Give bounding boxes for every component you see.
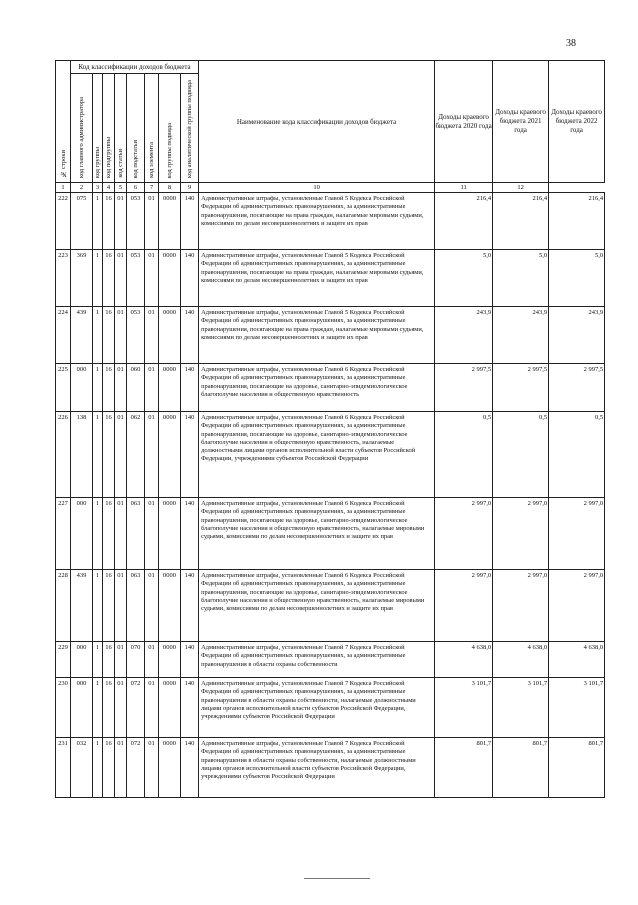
group-code-cell: 1 bbox=[93, 364, 103, 412]
group-code-cell: 1 bbox=[93, 307, 103, 364]
element-code-cell: 01 bbox=[145, 364, 159, 412]
row-number-cell: 231 bbox=[56, 738, 71, 798]
element-code-cell: 01 bbox=[145, 412, 159, 498]
article-code-cell: 01 bbox=[115, 498, 127, 570]
article-code-cell: 01 bbox=[115, 738, 127, 798]
group-code-cell: 1 bbox=[93, 738, 103, 798]
article-code-cell: 01 bbox=[115, 250, 127, 307]
element-code-cell: 01 bbox=[145, 738, 159, 798]
element-code-cell: 01 bbox=[145, 250, 159, 307]
analytic-code-cell: 140 bbox=[181, 738, 199, 798]
subarticle-code-cell: 070 bbox=[127, 642, 145, 678]
revenue-2021-cell: 4 638,0 bbox=[493, 642, 549, 678]
admin-code-cell: 032 bbox=[71, 738, 93, 798]
revenue-name-cell: Административные штрафы, установленные Главой 6 Кодекса Российской Федерации об административных правонарушениях, за административные правонарушения, посягающие на здоровье, санитарно-эпидемиологическое благополучие населения и общественную нравственность, налагаемые мировыми судьями, комиссиями по делам несовершеннолетних и защите их прав bbox=[199, 498, 435, 570]
subarticle-code-cell: 063 bbox=[127, 570, 145, 642]
subgroup-code-cell: 16 bbox=[103, 738, 115, 798]
group-code-cell: 1 bbox=[93, 250, 103, 307]
code-analytic-group-header: код аналитической группы подвида bbox=[181, 74, 199, 183]
row-number-cell: 226 bbox=[56, 412, 71, 498]
article-code-cell: 01 bbox=[115, 412, 127, 498]
revenue-2022-cell: 4 638,0 bbox=[549, 642, 605, 678]
analytic-code-cell: 140 bbox=[181, 412, 199, 498]
revenue-2021-cell: 5,0 bbox=[493, 250, 549, 307]
revenue-2020-header: Доходы краевого бюджета 2020 года bbox=[435, 61, 493, 183]
admin-code-cell: 075 bbox=[71, 193, 93, 250]
article-code-cell: 01 bbox=[115, 678, 127, 738]
revenue-2020-cell: 2 997,5 bbox=[435, 364, 493, 412]
code-admin-header: код главного администратора bbox=[71, 74, 93, 183]
table-row bbox=[56, 642, 605, 678]
revenue-2021-cell: 2 997,5 bbox=[493, 364, 549, 412]
revenue-2020-cell: 4 638,0 bbox=[435, 642, 493, 678]
revenue-2020-cell: 2 997,0 bbox=[435, 570, 493, 642]
admin-code-cell: 000 bbox=[71, 498, 93, 570]
row-number-header: № строки bbox=[56, 61, 71, 183]
analytic-code-cell: 140 bbox=[181, 498, 199, 570]
col-number: 8 bbox=[159, 183, 181, 193]
revenue-name-cell: Административные штрафы, установленные Главой 7 Кодекса Российской Федерации об административных правонарушениях, за административные правонарушения в области охраны собственности bbox=[199, 642, 435, 678]
subarticle-code-cell: 053 bbox=[127, 250, 145, 307]
admin-code-cell: 000 bbox=[71, 364, 93, 412]
code-group-header: код группы bbox=[93, 74, 103, 183]
revenue-2022-cell: 2 997,0 bbox=[549, 498, 605, 570]
subarticle-code-cell: 060 bbox=[127, 364, 145, 412]
classification-code-header: Код классификации доходов бюджета bbox=[71, 61, 199, 74]
col-number: 10 bbox=[199, 183, 435, 193]
revenue-name-cell: Административные штрафы, установленные Главой 6 Кодекса Российской Федерации об административных правонарушениях, за административные правонарушения, посягающие на здоровье, санитарно-эпидемиологическое благополучие населения и общественную нравственность bbox=[199, 364, 435, 412]
admin-code-cell: 369 bbox=[71, 250, 93, 307]
col-number: 12 bbox=[493, 183, 549, 193]
revenue-2022-cell: 5,0 bbox=[549, 250, 605, 307]
revenue-2022-header: Доходы краевого бюджета 2022 года bbox=[549, 61, 605, 183]
analytic-code-cell: 140 bbox=[181, 678, 199, 738]
revenue-2021-cell: 2 997,0 bbox=[493, 570, 549, 642]
revenue-2022-cell: 2 997,0 bbox=[549, 570, 605, 642]
group-code-cell: 1 bbox=[93, 412, 103, 498]
table-row bbox=[56, 193, 605, 250]
group-code-cell: 1 bbox=[93, 642, 103, 678]
table-row bbox=[56, 498, 605, 570]
table-row bbox=[56, 738, 605, 798]
revenue-name-cell: Административные штрафы, установленные Главой 5 Кодекса Российской Федерации об административных правонарушениях, за административные правонарушения, посягающие на права граждан, налагаемые мировыми судьями, комиссиями по делам несовершеннолетних и защите их прав bbox=[199, 307, 435, 364]
analytic-code-cell: 140 bbox=[181, 193, 199, 250]
group-code-cell: 1 bbox=[93, 498, 103, 570]
article-code-cell: 01 bbox=[115, 193, 127, 250]
revenue-2021-cell: 243,9 bbox=[493, 307, 549, 364]
code-subtype-group-header: код группы подвида bbox=[159, 74, 181, 183]
revenue-2020-cell: 2 997,0 bbox=[435, 498, 493, 570]
revenue-2020-cell: 243,9 bbox=[435, 307, 493, 364]
subgroup-code-cell: 16 bbox=[103, 678, 115, 738]
subarticle-code-cell: 072 bbox=[127, 678, 145, 738]
subgroup-code-cell: 16 bbox=[103, 642, 115, 678]
revenue-name-cell: Административные штрафы, установленные Главой 6 Кодекса Российской Федерации об административных правонарушениях, за административные правонарушения, посягающие на здоровье, санитарно-эпидемиологическое благополучие населения и общественную нравственность, налагаемые мировыми судьями, комиссиями по делам несовершеннолетних и защите их прав bbox=[199, 570, 435, 642]
revenue-2021-cell: 2 997,0 bbox=[493, 498, 549, 570]
row-number-cell: 225 bbox=[56, 364, 71, 412]
subtype-group-code-cell: 0000 bbox=[159, 412, 181, 498]
budget-revenue-table bbox=[55, 60, 605, 798]
analytic-code-cell: 140 bbox=[181, 570, 199, 642]
revenue-2022-cell: 243,9 bbox=[549, 307, 605, 364]
subtype-group-code-cell: 0000 bbox=[159, 738, 181, 798]
article-code-cell: 01 bbox=[115, 642, 127, 678]
subarticle-code-cell: 072 bbox=[127, 738, 145, 798]
table-row bbox=[56, 307, 605, 364]
revenue-2022-cell: 3 101,7 bbox=[549, 678, 605, 738]
table-row bbox=[56, 412, 605, 498]
code-article-header: код статьи bbox=[115, 74, 127, 183]
group-code-cell: 1 bbox=[93, 570, 103, 642]
revenue-2021-cell: 0,5 bbox=[493, 412, 549, 498]
subgroup-code-cell: 16 bbox=[103, 412, 115, 498]
col-number: 11 bbox=[435, 183, 493, 193]
revenue-2022-cell: 2 997,5 bbox=[549, 364, 605, 412]
element-code-cell: 01 bbox=[145, 678, 159, 738]
subtype-group-code-cell: 0000 bbox=[159, 642, 181, 678]
admin-code-cell: 000 bbox=[71, 642, 93, 678]
page-number: 38 bbox=[566, 38, 576, 49]
element-code-cell: 01 bbox=[145, 570, 159, 642]
code-element-header: код элемента bbox=[145, 74, 159, 183]
col-number: 9 bbox=[181, 183, 199, 193]
column-number-row bbox=[56, 183, 605, 193]
subgroup-code-cell: 16 bbox=[103, 307, 115, 364]
admin-code-cell: 138 bbox=[71, 412, 93, 498]
analytic-code-cell: 140 bbox=[181, 250, 199, 307]
col-number: 5 bbox=[115, 183, 127, 193]
revenue-2020-cell: 5,0 bbox=[435, 250, 493, 307]
revenue-name-cell: Административные штрафы, установленные Главой 7 Кодекса Российской Федерации об административных правонарушениях, за административные правонарушения в области охраны собственности, налагаемые должностными лицами органов исполнительной власти субъектов Российской Федерации, учреждениями субъектов Российской Федерации bbox=[199, 738, 435, 798]
element-code-cell: 01 bbox=[145, 193, 159, 250]
row-number-cell: 222 bbox=[56, 193, 71, 250]
revenue-name-cell: Административные штрафы, установленные Главой 5 Кодекса Российской Федерации об административных правонарушениях, за административные правонарушения, посягающие на права граждан, налагаемые мировыми судьями, комиссиями по делам несовершеннолетних и защите их прав bbox=[199, 193, 435, 250]
col-number: 3 bbox=[93, 183, 103, 193]
revenue-2022-cell: 216,4 bbox=[549, 193, 605, 250]
subgroup-code-cell: 16 bbox=[103, 570, 115, 642]
revenue-2020-cell: 801,7 bbox=[435, 738, 493, 798]
subgroup-code-cell: 16 bbox=[103, 498, 115, 570]
subtype-group-code-cell: 0000 bbox=[159, 678, 181, 738]
subtype-group-code-cell: 0000 bbox=[159, 498, 181, 570]
table-row bbox=[56, 364, 605, 412]
subarticle-code-cell: 053 bbox=[127, 307, 145, 364]
subarticle-code-cell: 053 bbox=[127, 193, 145, 250]
analytic-code-cell: 140 bbox=[181, 364, 199, 412]
revenue-2020-cell: 216,4 bbox=[435, 193, 493, 250]
col-number: 7 bbox=[145, 183, 159, 193]
col-number: 6 bbox=[127, 183, 145, 193]
row-number-cell: 229 bbox=[56, 642, 71, 678]
revenue-2022-cell: 0,5 bbox=[549, 412, 605, 498]
table-row bbox=[56, 678, 605, 738]
revenue-2020-cell: 3 101,7 bbox=[435, 678, 493, 738]
subtype-group-code-cell: 0000 bbox=[159, 307, 181, 364]
subgroup-code-cell: 16 bbox=[103, 193, 115, 250]
code-subgroup-header: код подгруппы bbox=[103, 74, 115, 183]
revenue-2020-cell: 0,5 bbox=[435, 412, 493, 498]
revenue-name-cell: Административные штрафы, установленные Главой 5 Кодекса Российской Федерации об административных правонарушениях, за административные правонарушения, посягающие на права граждан, налагаемые мировыми судьями, комиссиями по делам несовершеннолетних и защите их прав bbox=[199, 250, 435, 307]
article-code-cell: 01 bbox=[115, 364, 127, 412]
admin-code-cell: 000 bbox=[71, 678, 93, 738]
revenue-2021-cell: 801,7 bbox=[493, 738, 549, 798]
subtype-group-code-cell: 0000 bbox=[159, 364, 181, 412]
element-code-cell: 01 bbox=[145, 642, 159, 678]
revenue-2021-cell: 216,4 bbox=[493, 193, 549, 250]
row-number-cell: 224 bbox=[56, 307, 71, 364]
revenue-name-cell: Административные штрафы, установленные Главой 7 Кодекса Российской Федерации об административных правонарушениях, за административные правонарушения в области охраны собственности, налагаемые должностными лицами органов исполнительной власти субъектов Российской Федерации, учреждениями субъектов Российской Федерации bbox=[199, 678, 435, 738]
revenue-name-cell: Административные штрафы, установленные Главой 6 Кодекса Российской Федерации об административных правонарушениях, за административные правонарушения, посягающие на здоровье, санитарно-эпидемиологическое благополучие населения и общественную нравственность, налагаемые должностными лицами органов исполнительной власти субъектов Российской Федерации, учреждениями субъектов Российской Федерации bbox=[199, 412, 435, 498]
revenue-2021-header: Доходы краевого бюджета 2021 года bbox=[493, 61, 549, 183]
col-number: 2 bbox=[71, 183, 93, 193]
col-number: 1 bbox=[56, 183, 71, 193]
row-number-cell: 228 bbox=[56, 570, 71, 642]
article-code-cell: 01 bbox=[115, 307, 127, 364]
code-subarticle-header: код подстатьи bbox=[127, 74, 145, 183]
table-row bbox=[56, 570, 605, 642]
subgroup-code-cell: 16 bbox=[103, 364, 115, 412]
subarticle-code-cell: 063 bbox=[127, 498, 145, 570]
group-code-cell: 1 bbox=[93, 678, 103, 738]
table-row bbox=[56, 250, 605, 307]
revenue-2022-cell: 801,7 bbox=[549, 738, 605, 798]
element-code-cell: 01 bbox=[145, 307, 159, 364]
revenue-2021-cell: 3 101,7 bbox=[493, 678, 549, 738]
row-number-cell: 227 bbox=[56, 498, 71, 570]
subtype-group-code-cell: 0000 bbox=[159, 570, 181, 642]
row-number-cell: 223 bbox=[56, 250, 71, 307]
admin-code-cell: 439 bbox=[71, 570, 93, 642]
col-number: 4 bbox=[103, 183, 115, 193]
subtype-group-code-cell: 0000 bbox=[159, 250, 181, 307]
footer-mark bbox=[304, 878, 370, 879]
subtype-group-code-cell: 0000 bbox=[159, 193, 181, 250]
name-column-header: Наименование кода классификации доходов бюджета bbox=[199, 61, 435, 183]
analytic-code-cell: 140 bbox=[181, 642, 199, 678]
row-number-cell: 230 bbox=[56, 678, 71, 738]
element-code-cell: 01 bbox=[145, 498, 159, 570]
subgroup-code-cell: 16 bbox=[103, 250, 115, 307]
article-code-cell: 01 bbox=[115, 570, 127, 642]
subarticle-code-cell: 062 bbox=[127, 412, 145, 498]
analytic-code-cell: 140 bbox=[181, 307, 199, 364]
group-code-cell: 1 bbox=[93, 193, 103, 250]
admin-code-cell: 439 bbox=[71, 307, 93, 364]
